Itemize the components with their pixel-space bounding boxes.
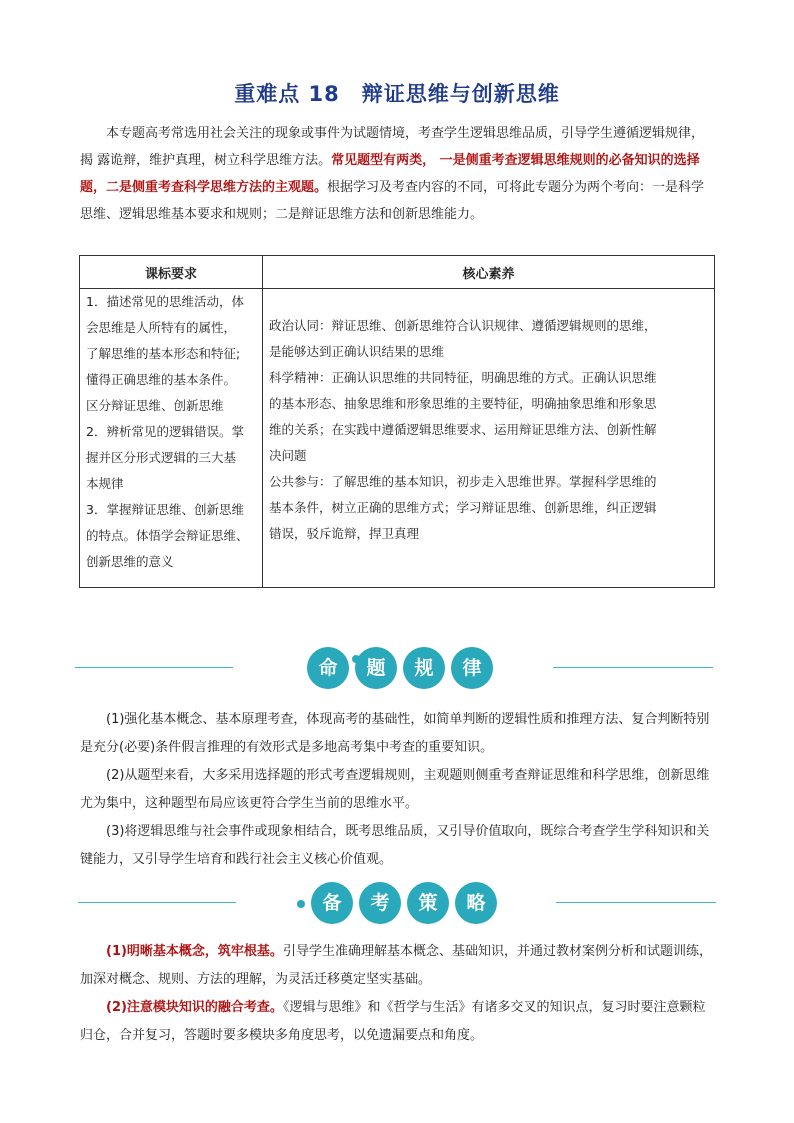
banner-char: 规 [403, 647, 445, 689]
curriculum-line: 握并区分形式逻辑的三大基 [86, 450, 237, 465]
intro-emphasis: 常见题型有两类， 一是侧重考查逻辑思维规则的必备知识的选择 题，二是侧重考查科学思维方法的主观题。 [80, 153, 700, 195]
banner-rule-right [556, 902, 716, 903]
curriculum-line: 2．辨析常见的逻辑错误。掌 [86, 424, 244, 439]
page-title: 重难点 18 辩证思维与创新思维 [234, 82, 560, 106]
strategy-paragraph [80, 994, 714, 1050]
intro-text-1: 本专题高考常选用社会关注的现象或事件为试题情境，考查学生逻辑思维品质，引导学生遵循逻辑规律，揭 露诡辩，维护真理，树立科学思维方法。 [80, 126, 705, 168]
literacy-line: 决问题 [269, 448, 307, 463]
literacy-line: 公共参与：了解思维的基本知识，初步走入思维世界。掌握科学思维的 [269, 474, 657, 489]
rule-paragraph: (1)强化基本概念、基本原理考查，体现高考的基础性，如简单判断的逻辑性质和推理方法、复合判断特别是充分(必要)条件假言推理的有效形式是多地高考集中考查的重要知识。 [80, 712, 710, 755]
banner-char: 题 [355, 647, 397, 689]
curriculum-line: 创新思维的意义 [86, 554, 174, 569]
banner-char: 策 [407, 882, 449, 924]
literacy-line: 科学精神：正确认识思维的共同特征，明确思维的方式。正确认识思维 [269, 370, 657, 385]
literacy-line: 维的关系；在实践中遵循逻辑思维要求、运用辩证思维方法、创新性解 [269, 422, 657, 437]
strategy-lead: (1)明晰基本概念，筑牢根基。 [106, 944, 283, 959]
intro-text-3: 根据学习及考查内容的不同，可将此专题分为两个考向：一是科学思维、逻辑思维基本要求和规则；二是辩证思维方法和创新思维能力。 [80, 180, 705, 222]
section-banner-rules [0, 643, 794, 693]
banner-char: 律 [451, 647, 493, 689]
banner-rule-left [78, 902, 236, 903]
curriculum-line: 的特点。体悟学会辩证思维、 [86, 528, 249, 543]
strategy-paragraph [80, 938, 714, 994]
curriculum-line: 会思维是人所特有的属性， [86, 320, 237, 335]
literacy-line: 政治认同：辩证思维、创新思维符合认识规律、遵循逻辑规则的思维， [269, 318, 657, 333]
banner-char: 略 [455, 882, 497, 924]
rule-paragraph: (3)将逻辑思维与社会事件或现象相结合，既考思维品质，又引导价值取向，既综合考查学生学科知识和关键能力，又引导学生培育和践行社会主义核心价值观。 [80, 824, 710, 867]
standards-table [79, 255, 715, 588]
banner-dot [297, 900, 305, 908]
literacy-line: 错误，驳斥诡辩，捍卫真理 [269, 526, 420, 541]
strategy-text: 引导学生准确理解基本概念、基础知识，并通过教材案例分析和试题训练，加深对概念、规则、方法的理解，为灵活迁移奠定坚实基础。 [80, 944, 712, 987]
literacy-line: 的基本形态、抽象思维和形象思维的主要特征，明确抽象思维和形象思 [269, 396, 657, 411]
rule-paragraph: (2)从题型来看，大多采用选择题的形式考查逻辑规则，主观题则侧重考查辩证思维和科学思维，创新思维尤为集中，这种题型布局应该更符合学生当前的思维水平。 [80, 768, 710, 811]
table-row [80, 289, 715, 588]
curriculum-line: 了解思维的基本形态和特征; [86, 346, 241, 361]
header-curriculum: 课标要求 [80, 256, 263, 289]
curriculum-line: 本规律 [86, 476, 124, 491]
section-banner-strategy [0, 878, 794, 928]
curriculum-line: 懂得正确思维的基本条件。 [86, 372, 237, 387]
intro-paragraph [80, 120, 714, 228]
banner-char: 备 [311, 882, 353, 924]
banner-char: 考 [359, 882, 401, 924]
curriculum-line: 区分辩证思维、创新思维 [86, 398, 224, 413]
literacy-line: 基本条件，树立正确的思维方式；学习辩证思维、创新思维，纠正逻辑 [269, 500, 657, 515]
banner-rule-left [75, 667, 233, 668]
table-header-row [80, 256, 715, 289]
curriculum-line: 3．掌握辩证思维、创新思维 [86, 502, 244, 517]
literacy-cell [263, 289, 715, 588]
strategy-text: 《逻辑与思维》和《哲学与生活》有诸多交叉的知识点，复习时要注意颗粒归仓，合并复习，答题时要多模块多角度思考，以免遗漏要点和角度。 [80, 1000, 706, 1043]
banner-rule-right [553, 667, 713, 668]
banner-char: 命 [307, 647, 349, 689]
curriculum-cell [80, 289, 263, 588]
literacy-line: 是能够达到正确认识结果的思维 [269, 344, 445, 359]
strategy-lead: (2)注意模块知识的融合考查。 [106, 1000, 283, 1015]
curriculum-line: 1．描述常见的思维活动，体 [86, 294, 244, 309]
header-literacy: 核心素养 [263, 256, 715, 289]
